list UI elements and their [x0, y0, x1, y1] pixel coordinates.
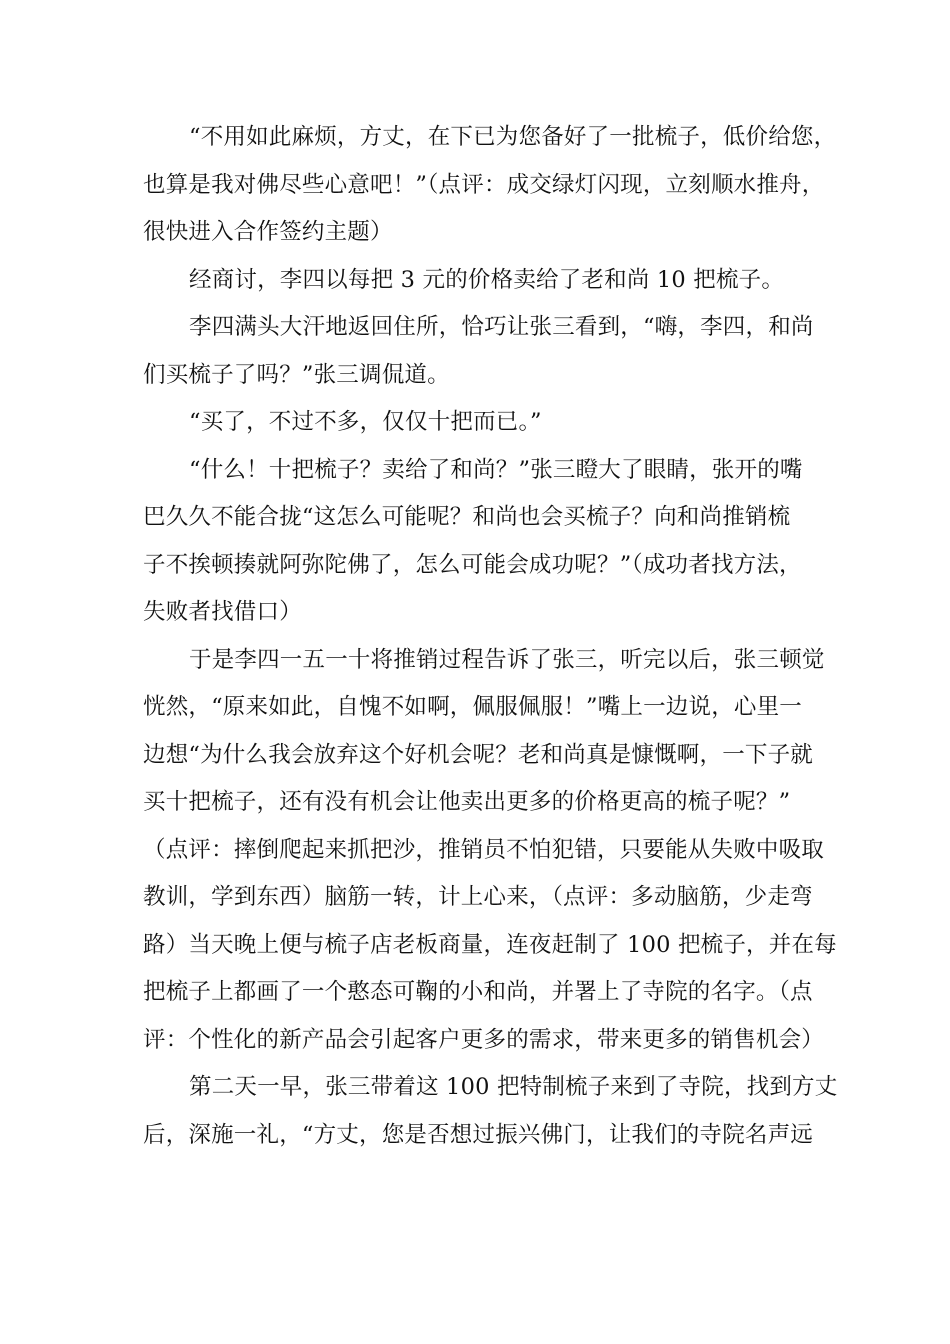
text-line: 路）当天晚上便与梳子店老板商量，连夜赶制了 100 把梳子，并在每 [143, 931, 837, 958]
text-line: 边想“为什么我会放弃这个好机会呢？老和尚真是慷慨啊，一下子就 [143, 741, 814, 768]
text-line: 恍然，“原来如此，自愧不如啊，佩服佩服！”嘴上一边说，心里一 [143, 694, 803, 720]
text-line: 巴久久不能合拢“这怎么可能呢？和尚也会买梳子？向和尚推销梳 [143, 504, 791, 530]
text-line: 李四满头大汗地返回住所，恰巧让张三看到，“嗨，李四，和尚 [189, 314, 814, 340]
text-line: “什么！十把梳子？卖给了和尚？”张三瞪大了眼睛，张开的嘴 [189, 456, 803, 483]
text-line: 们买梳子了吗？”张三调侃道。 [143, 361, 450, 388]
document-page [143, 114, 838, 1159]
text-line: 很快进入合作签约主题） [143, 219, 393, 245]
paragraph [143, 399, 809, 447]
paragraph [143, 637, 837, 1065]
text-line: 教训，学到东西）脑筋一转，计上心来，（点评：多动脑筋，少走弯 [143, 884, 813, 910]
paragraph [143, 304, 814, 399]
paragraph [143, 114, 837, 257]
text-line: “不用如此麻烦，方丈，在下已为您备好了一批梳子，低价给您， [189, 124, 837, 150]
paragraph [143, 447, 809, 637]
text-line: 也算是我对佛尽些心意吧！”（点评：成交绿灯闪现，立刻顺水推舟， [143, 171, 825, 198]
text-line: 子不挨顿揍就阿弥陀佛了，怎么可能会成功呢？”（成功者找方法， [143, 551, 802, 578]
text-line: 把梳子上都画了一个憨态可鞠的小和尚，并署上了寺院的名字。（点 [143, 979, 813, 1005]
text-line: 评：个性化的新产品会引起客户更多的需求，带来更多的销售机会） [143, 1026, 825, 1053]
text-line: （点评：摔倒爬起来抓把沙，推销员不怕犯错，只要能从失败中吸取 [143, 836, 825, 863]
text-line: 买十把梳子，还有没有机会让他卖出更多的价格更高的梳子呢？” [143, 789, 791, 815]
text-line: 后，深施一礼，“方丈，您是否想过振兴佛门，让我们的寺院名声远 [143, 1121, 814, 1148]
text-line: 第二天一早，张三带着这 100 把特制梳子来到了寺院，找到方丈 [189, 1074, 838, 1100]
paragraph [143, 1064, 838, 1159]
text-line: 于是李四一五一十将推销过程告诉了张三，听完以后，张三顿觉 [189, 646, 825, 673]
text-line: 经商讨，李四以每把 3 元的价格卖给了老和尚 10 把梳子。 [189, 266, 785, 293]
text-line: 失败者找借口） [143, 599, 302, 625]
text-line: “买了，不过不多，仅仅十把而已。” [189, 409, 542, 435]
paragraph [143, 257, 809, 305]
